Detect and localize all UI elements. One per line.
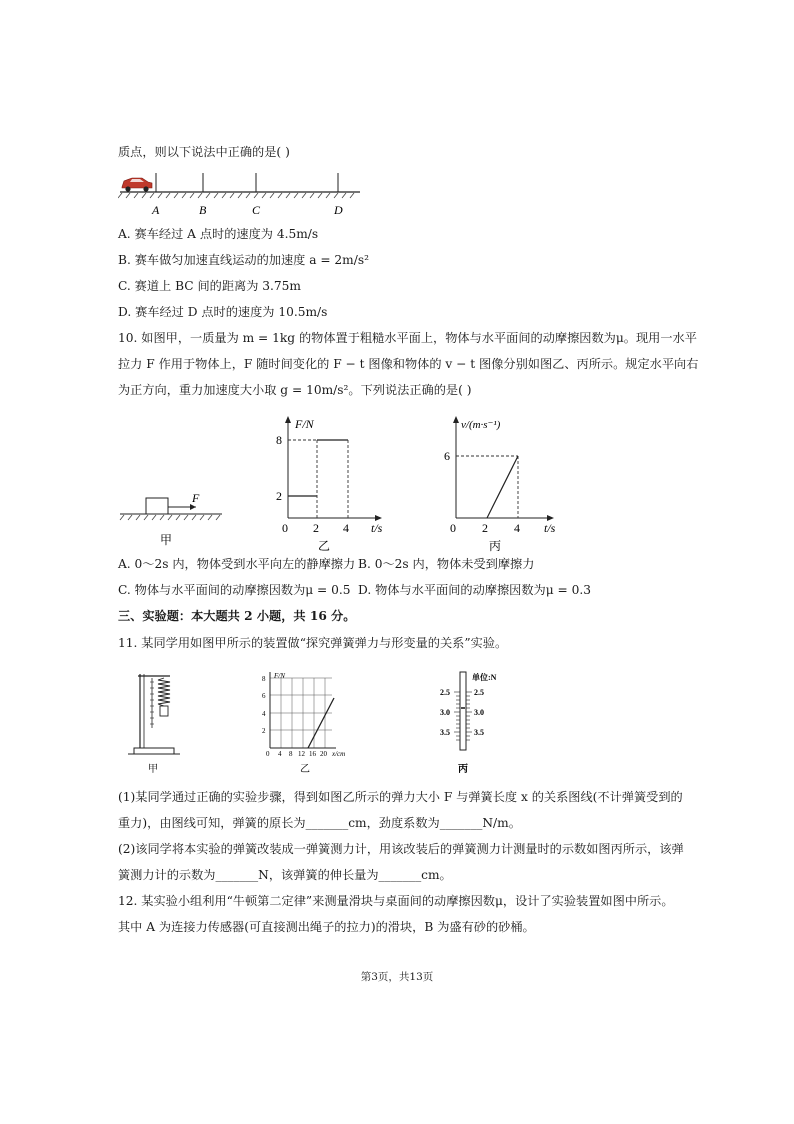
track-label-b: B: [199, 203, 207, 217]
fig-bing-xtick-0: 0: [450, 521, 456, 535]
q12-stem-line2: 其中 A 为连接力传感器(可直接测出绳子的拉力)的滑块，B 为盛有砂的砂桶。: [118, 920, 535, 934]
q11-part2-line1: (2)该同学将本实验的弹簧改装成一弹簧测力计，用该改装后的弹簧测力计测量时的示数如图丙所示，该弹: [118, 842, 684, 856]
fig-yi-caption: 乙: [318, 539, 331, 552]
fig-fx-ytick-8: 8: [262, 675, 266, 683]
q12-stem-line1: 12. 某实验小组利用“牛顿第二定律”来测量滑块与桌面间的动摩擦因数μ，设计了实验装置如图中所示。: [118, 894, 674, 908]
q11-fig-bing-caption: 丙: [458, 764, 468, 775]
fig-bing-ytick-6: 6: [444, 449, 450, 463]
fig-yi-xtick-4: 4: [343, 521, 349, 535]
fig-fx-xtick-8: 8: [289, 750, 293, 758]
track-label-a: A: [152, 203, 160, 217]
fig-fx-ytick-2: 2: [262, 727, 266, 735]
fig-bing-xlabel: t/s: [544, 521, 556, 535]
fig-yi-ylabel: F/N: [295, 417, 314, 431]
q11-fig-jia-caption: 甲: [148, 764, 158, 775]
scale-left-tick-3-0: 3.0: [440, 708, 450, 717]
q10-option-a: A. 0～2s 内，物体受到水平向左的静摩擦力: [118, 557, 356, 571]
fig-yi-ytick-2: 2: [276, 489, 282, 503]
q9-option-a: A. 赛车经过 A 点时的速度为 4.5m/s: [118, 227, 319, 241]
q11-part1-line1: (1)某同学通过正确的实验步骤，得到如图乙所示的弹力大小 F 与弹簧长度 x 的关系图线(不计弹簧受到的: [118, 790, 683, 804]
fig-yi-xtick-2: 2: [313, 521, 319, 535]
q11-fig-yi-fx-chart: [256, 668, 356, 778]
scale-left-tick-2-5: 2.5: [440, 688, 450, 697]
fig-bing-xtick-2: 2: [482, 521, 488, 535]
track-label-d: D: [334, 203, 343, 217]
fig-yi-xtick-0: 0: [282, 521, 288, 535]
fig-fx-ytick-4: 4: [262, 710, 266, 718]
q9-stem-tail: 质点，则以下说法中正确的是( ): [118, 145, 290, 159]
fig-fx-ytick-6: 6: [262, 692, 266, 700]
force-label-f: F: [192, 491, 200, 505]
section-3-heading: 三、实验题：本大题共 2 小题，共 16 分。: [118, 609, 356, 623]
q10-fig-yi-ft-chart: [268, 412, 398, 552]
fig-bing-xtick-4: 4: [514, 521, 520, 535]
fig-fx-xtick-16: 16: [309, 750, 316, 758]
q10-stem-line1: 10. 如图甲，一质量为 m = 1kg 的物体置于粗糙水平面上，物体与水平面间的动摩擦因数为μ。现用一水平: [118, 331, 697, 345]
q10-option-c: C. 物体与水平面间的动摩擦因数为μ = 0.5: [118, 583, 351, 597]
q9-option-b: B. 赛车做匀加速直线运动的加速度 a = 2m/s²: [118, 253, 369, 267]
fig-fx-xtick-12: 12: [298, 750, 305, 758]
q11-part2-line2: 簧测力计的示数为_______N，该弹簧的伸长量为_______cm。: [118, 868, 452, 882]
track-label-c: C: [252, 203, 261, 217]
fig-fx-xtick-4: 4: [278, 750, 282, 758]
fx-line: [308, 698, 334, 748]
q11-fig-jia-stand: [120, 668, 188, 778]
scale-right-tick-3-5: 3.5: [474, 728, 484, 737]
fig-fx-xtick-0: 0: [266, 750, 270, 758]
q10-option-d: D. 物体与水平面间的动摩擦因数为μ = 0.3: [358, 583, 591, 597]
q9-option-d: D. 赛车经过 D 点时的速度为 10.5m/s: [118, 305, 328, 319]
scale-unit-label: 单位:N: [472, 673, 497, 682]
scale-right-tick-3-0: 3.0: [474, 708, 484, 717]
fig-yi-xlabel: t/s: [371, 521, 383, 535]
q10-option-b: B. 0～2s 内，物体未受到摩擦力: [358, 557, 535, 571]
fig-bing-caption: 丙: [489, 539, 502, 552]
q11-fig-yi-caption: 乙: [300, 764, 310, 775]
fig-jia-caption: 甲: [160, 533, 173, 547]
fig-bing-ylabel: v/(m·s⁻¹): [461, 419, 501, 431]
fig-fx-ylabel: F/N: [274, 672, 285, 680]
q10-fig-bing-vt-chart: [436, 412, 576, 552]
q11-fig-bing-spring-scale: [436, 668, 516, 778]
q10-fig-jia: [118, 488, 228, 550]
q9-option-c: C. 赛道上 BC 间的距离为 3.75m: [118, 279, 301, 293]
fig-fx-xlabel: x/cm: [332, 750, 346, 758]
scale-left-tick-3-5: 3.5: [440, 728, 450, 737]
q11-stem: 11. 某同学用如图甲所示的装置做“探究弹簧弹力与形变量的关系”实验。: [118, 636, 508, 650]
q11-part1-line2: 重力)，由图线可知，弹簧的原长为_______cm，劲度系数为_______N/m。: [118, 816, 521, 830]
q9-track-figure: [118, 168, 368, 220]
page-footer: 第3页，共13页: [360, 971, 434, 983]
race-car-icon: [122, 178, 152, 192]
fig-fx-xtick-20: 20: [320, 750, 327, 758]
q10-stem-line2: 拉力 F 作用于物体上，F 随时间变化的 F − t 图像和物体的 v − t 图像分别如图乙、丙所示。规定水平向右: [118, 357, 699, 371]
scale-right-tick-2-5: 2.5: [474, 688, 484, 697]
q10-stem-line3: 为正方向，重力加速度大小取 g = 10m/s²。下列说法正确的是( ): [118, 383, 472, 397]
vt-line: [487, 456, 518, 518]
fig-yi-ytick-8: 8: [276, 433, 282, 447]
